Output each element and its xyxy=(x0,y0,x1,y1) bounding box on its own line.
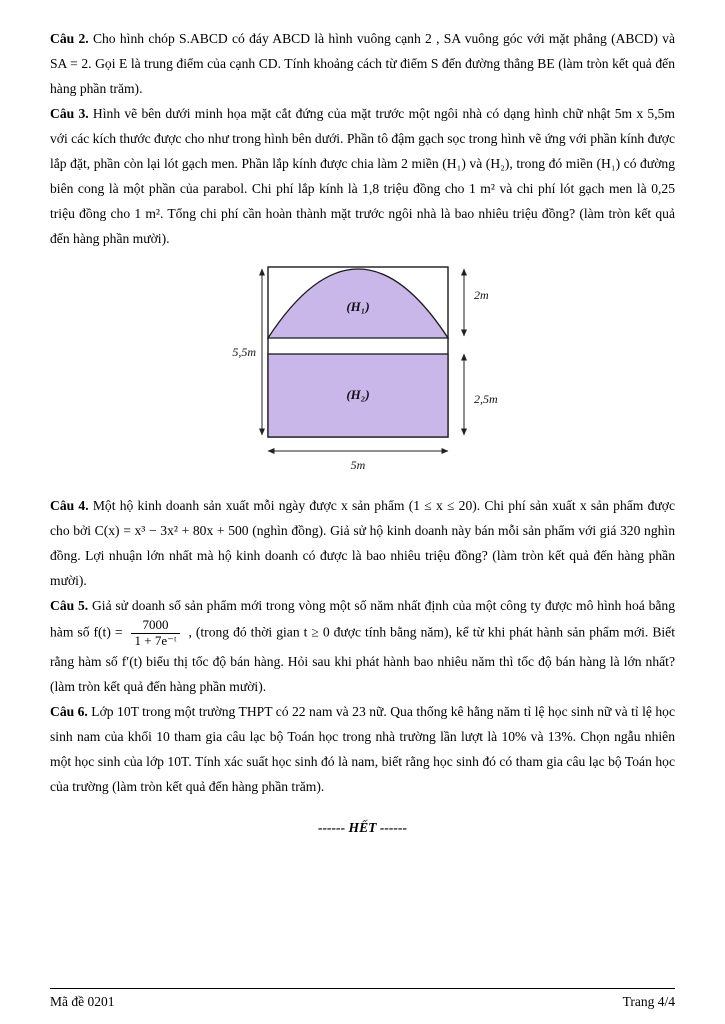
question-4-label: Câu 4. xyxy=(50,498,89,513)
house-cross-section-figure xyxy=(168,259,598,477)
question-5-text-before: Giả sử doanh số sản phẩm mới trong vòng một số năm nhất định của một công ty được mô hình hoá bằng hàm số f(t) = xyxy=(50,598,675,640)
question-4-text: Một hộ kinh doanh sản xuất mỗi ngày được x sản phẩm (1 ≤ x ≤ 20). Chi phí sản xuất x sản phẩm được cho bởi C(x) = x³ − 3x² + 80x + 500 (nghìn đồng). Giả sử hộ kinh doanh này bán mỗi sản phẩm với giá 320 nghìn đồng. Lợi nhuận lớn nhất mà hộ kinh doanh có được là bao nhiêu triệu đồng? (làm tròn kết quả đến hàng phần mười). xyxy=(50,498,675,588)
question-4 xyxy=(50,493,675,593)
question-3 xyxy=(50,101,675,251)
page-footer xyxy=(50,988,675,1010)
question-5-text-after: , (trong đó thời gian t ≥ 0 được tính bằng năm), kể từ khi phát hành sản phẩm mới. Biết rằng hàm số f′(t) biểu thị tốc độ bán hàng. Hỏi sau khi phát hành bao nhiêu năm thì tốc độ bán hàng là lớn nhất? (làm tròn kết quả đến hàng phần mười). xyxy=(50,624,675,694)
question-5 xyxy=(50,593,675,699)
question-3-text: Hình vẽ bên dưới minh họa mặt cắt đứng của mặt trước một ngôi nhà có dạng hình chữ nhật 5m x 5,5m với các kích thước được cho như trong hình bên dưới. Phần tô đậm gạch sọc trong hình vẽ ứng với phần kính được lắp đặt, phần còn lại lót gạch men. Phần lắp kính được chia làm 2 miền (H₁) và (H₂), trong đó miền (H₁) có đường biên cong là một phần của parabol. Chi phí lắp kính là 1,8 triệu đồng cho 1 m² và chi phí lót gạch men là 0,25 triệu đồng cho 1 m². Tổng chi phí cần hoàn thành mặt trước ngôi nhà là bao nhiêu triệu đồng? (làm tròn kết quả đến hàng phần mười). xyxy=(50,106,675,246)
dim-label-h1-height: 2m xyxy=(474,288,489,302)
dim-label-total-height: 5,5m xyxy=(232,345,256,359)
region-h2-label: (H₂) xyxy=(346,387,370,402)
question-2 xyxy=(50,26,675,101)
question-2-label: Câu 2. xyxy=(50,31,89,46)
question-3-label: Câu 3. xyxy=(50,106,89,121)
question-6 xyxy=(50,699,675,799)
dim-label-h2-height: 2,5m xyxy=(474,392,498,406)
dim-label-width: 5m xyxy=(350,458,366,472)
exam-code: Mã đề 0201 xyxy=(50,994,115,1009)
question-6-label: Câu 6. xyxy=(50,703,88,719)
page-number: Trang 4/4 xyxy=(622,994,675,1009)
fraction-numerator: 7000 xyxy=(131,618,181,634)
house-figure-container xyxy=(168,259,675,485)
question-6-text: Lớp 10T trong một trường THPT có 22 nam và 23 nữ. Qua thống kê hằng năm tỉ lệ học sinh nữ và tỉ lệ học sinh nam của khối 10 tham gia câu lạc bộ Toán học trong nhà trường lần lượt là 10% và 13%. Chọn ngẫu nhiên một học sinh của lớp 10T. Tính xác suất học sinh đó là nam, biết rằng học sinh đó có tham gia câu lạc bộ Toán học của trường (làm tròn kết quả đến hàng phần trăm). xyxy=(50,703,675,794)
end-marker: ------ HẾT ------ xyxy=(317,819,408,835)
region-h1-label: (H₁) xyxy=(346,299,370,314)
logistic-fraction xyxy=(131,618,181,649)
fraction-denominator: 1 + 7e⁻ᵗ xyxy=(134,632,177,648)
question-5-label: Câu 5. xyxy=(50,598,89,613)
question-2-text: Cho hình chóp S.ABCD có đáy ABCD là hình vuông cạnh 2 , SA vuông góc với mặt phẳng (ABCD) và SA = 2. Gọi E là trung điểm của cạnh CD. Tính khoảng cách từ điểm S đến đường thẳng BE (làm tròn kết quả đến hàng phần trăm). xyxy=(50,31,675,96)
